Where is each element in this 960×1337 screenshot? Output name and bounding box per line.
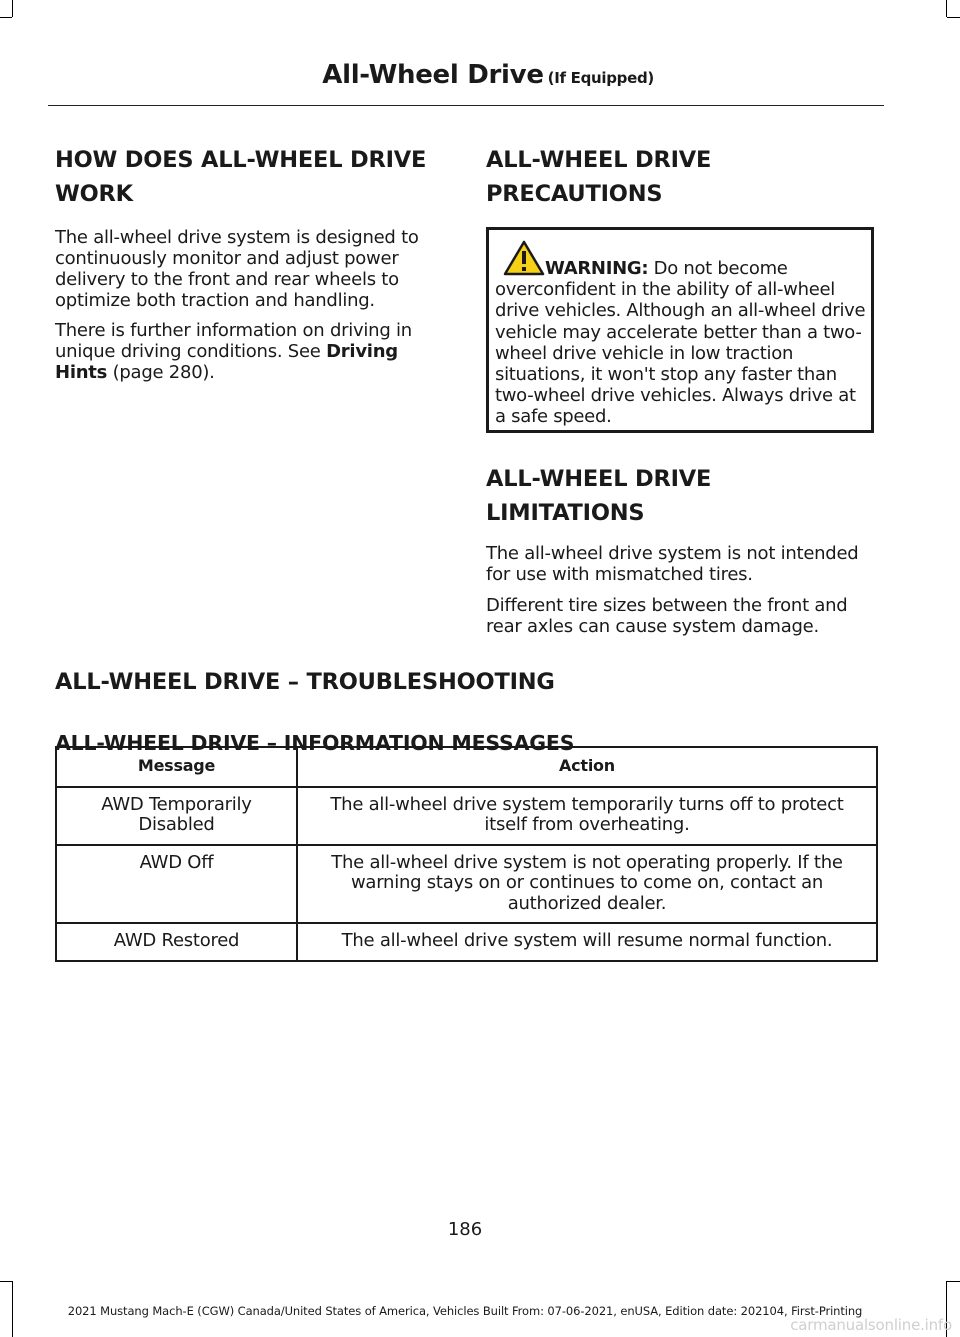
warning-label: WARNING: xyxy=(545,258,649,279)
action-cell: The all-wheel drive system is not operating properly. If the warning stays on or continues to come on, contact an authorized dealer. xyxy=(297,845,877,924)
paragraph: Different tire sizes between the front and rear axles can cause system damage. xyxy=(486,595,848,637)
message-cell: AWD Temporarily Disabled xyxy=(56,787,297,845)
paragraph-text: There is further information on driving in unique driving conditions. See xyxy=(55,320,412,362)
heading-line: HOW DOES ALL-WHEEL DRIVE xyxy=(55,147,427,173)
table-row xyxy=(56,923,877,961)
heading-line: LIMITATIONS xyxy=(486,500,645,526)
section-heading-limitations xyxy=(486,465,886,528)
crop-mark xyxy=(947,17,960,18)
table-row xyxy=(56,845,877,924)
header-divider xyxy=(48,105,884,106)
action-cell: The all-wheel drive system will resume normal function. xyxy=(297,923,877,961)
paragraph-text: (page 280). xyxy=(107,362,215,383)
action-cell: The all-wheel drive system temporarily turns off to protect itself from overheating. xyxy=(297,787,877,845)
paragraph: The all-wheel drive system is designed to continuously monitor and adjust power delivery to the front and rear wheels to optimize both traction and handling. xyxy=(55,227,419,311)
column-header-action: Action xyxy=(297,747,877,787)
message-cell: AWD Restored xyxy=(56,923,297,961)
paragraph xyxy=(55,320,450,383)
section-subheading-information-messages: ALL-WHEEL DRIVE – INFORMATION MESSAGES xyxy=(55,731,575,755)
page-number: 186 xyxy=(447,1219,483,1240)
edition-footer: 2021 Mustang Mach-E (CGW) Canada/United States of America, Vehicles Built From: 07-06-2021, enUSA, Edition date: 202104, First-Printing xyxy=(67,1304,863,1318)
heading-line: PRECAUTIONS xyxy=(486,181,663,207)
page-header-title xyxy=(322,60,654,90)
information-messages-table xyxy=(55,746,878,962)
warning-box xyxy=(486,227,874,433)
message-cell: AWD Off xyxy=(56,845,297,924)
column-header-message: Message xyxy=(56,747,297,787)
crop-mark xyxy=(12,0,13,17)
crop-mark xyxy=(0,1281,12,1282)
heading-line: WORK xyxy=(55,181,133,207)
section-heading-precautions xyxy=(486,146,886,209)
header-subtitle: (If Equipped) xyxy=(547,69,654,87)
paragraph: The all-wheel drive system is not intended for use with mismatched tires. xyxy=(486,543,859,585)
table-header-row xyxy=(56,747,877,787)
warning-body: Do not become overconfident in the ability of all-wheel drive vehicles. Although an all-wheel drive vehicle may accelerate better than a two-wheel drive vehicle in low traction situations, it won't stop any faster than two-wheel drive vehicles. Always drive at a safe speed. xyxy=(495,258,866,428)
heading-line: ALL-WHEEL DRIVE xyxy=(486,466,712,492)
crop-mark xyxy=(946,0,947,17)
header-title-text: All-Wheel Drive xyxy=(322,60,544,90)
driving-hints-link[interactable]: Driving Hints xyxy=(55,341,398,383)
heading-line: ALL-WHEEL DRIVE xyxy=(486,147,712,173)
watermark: carmanualsonline.info xyxy=(790,1316,952,1334)
crop-mark xyxy=(0,17,12,18)
crop-mark xyxy=(947,1281,960,1282)
warning-text xyxy=(495,258,867,428)
section-heading-troubleshooting: ALL-WHEEL DRIVE – TROUBLESHOOTING xyxy=(55,669,555,695)
table-row xyxy=(56,787,877,845)
section-heading-how-awd-works xyxy=(55,146,455,209)
